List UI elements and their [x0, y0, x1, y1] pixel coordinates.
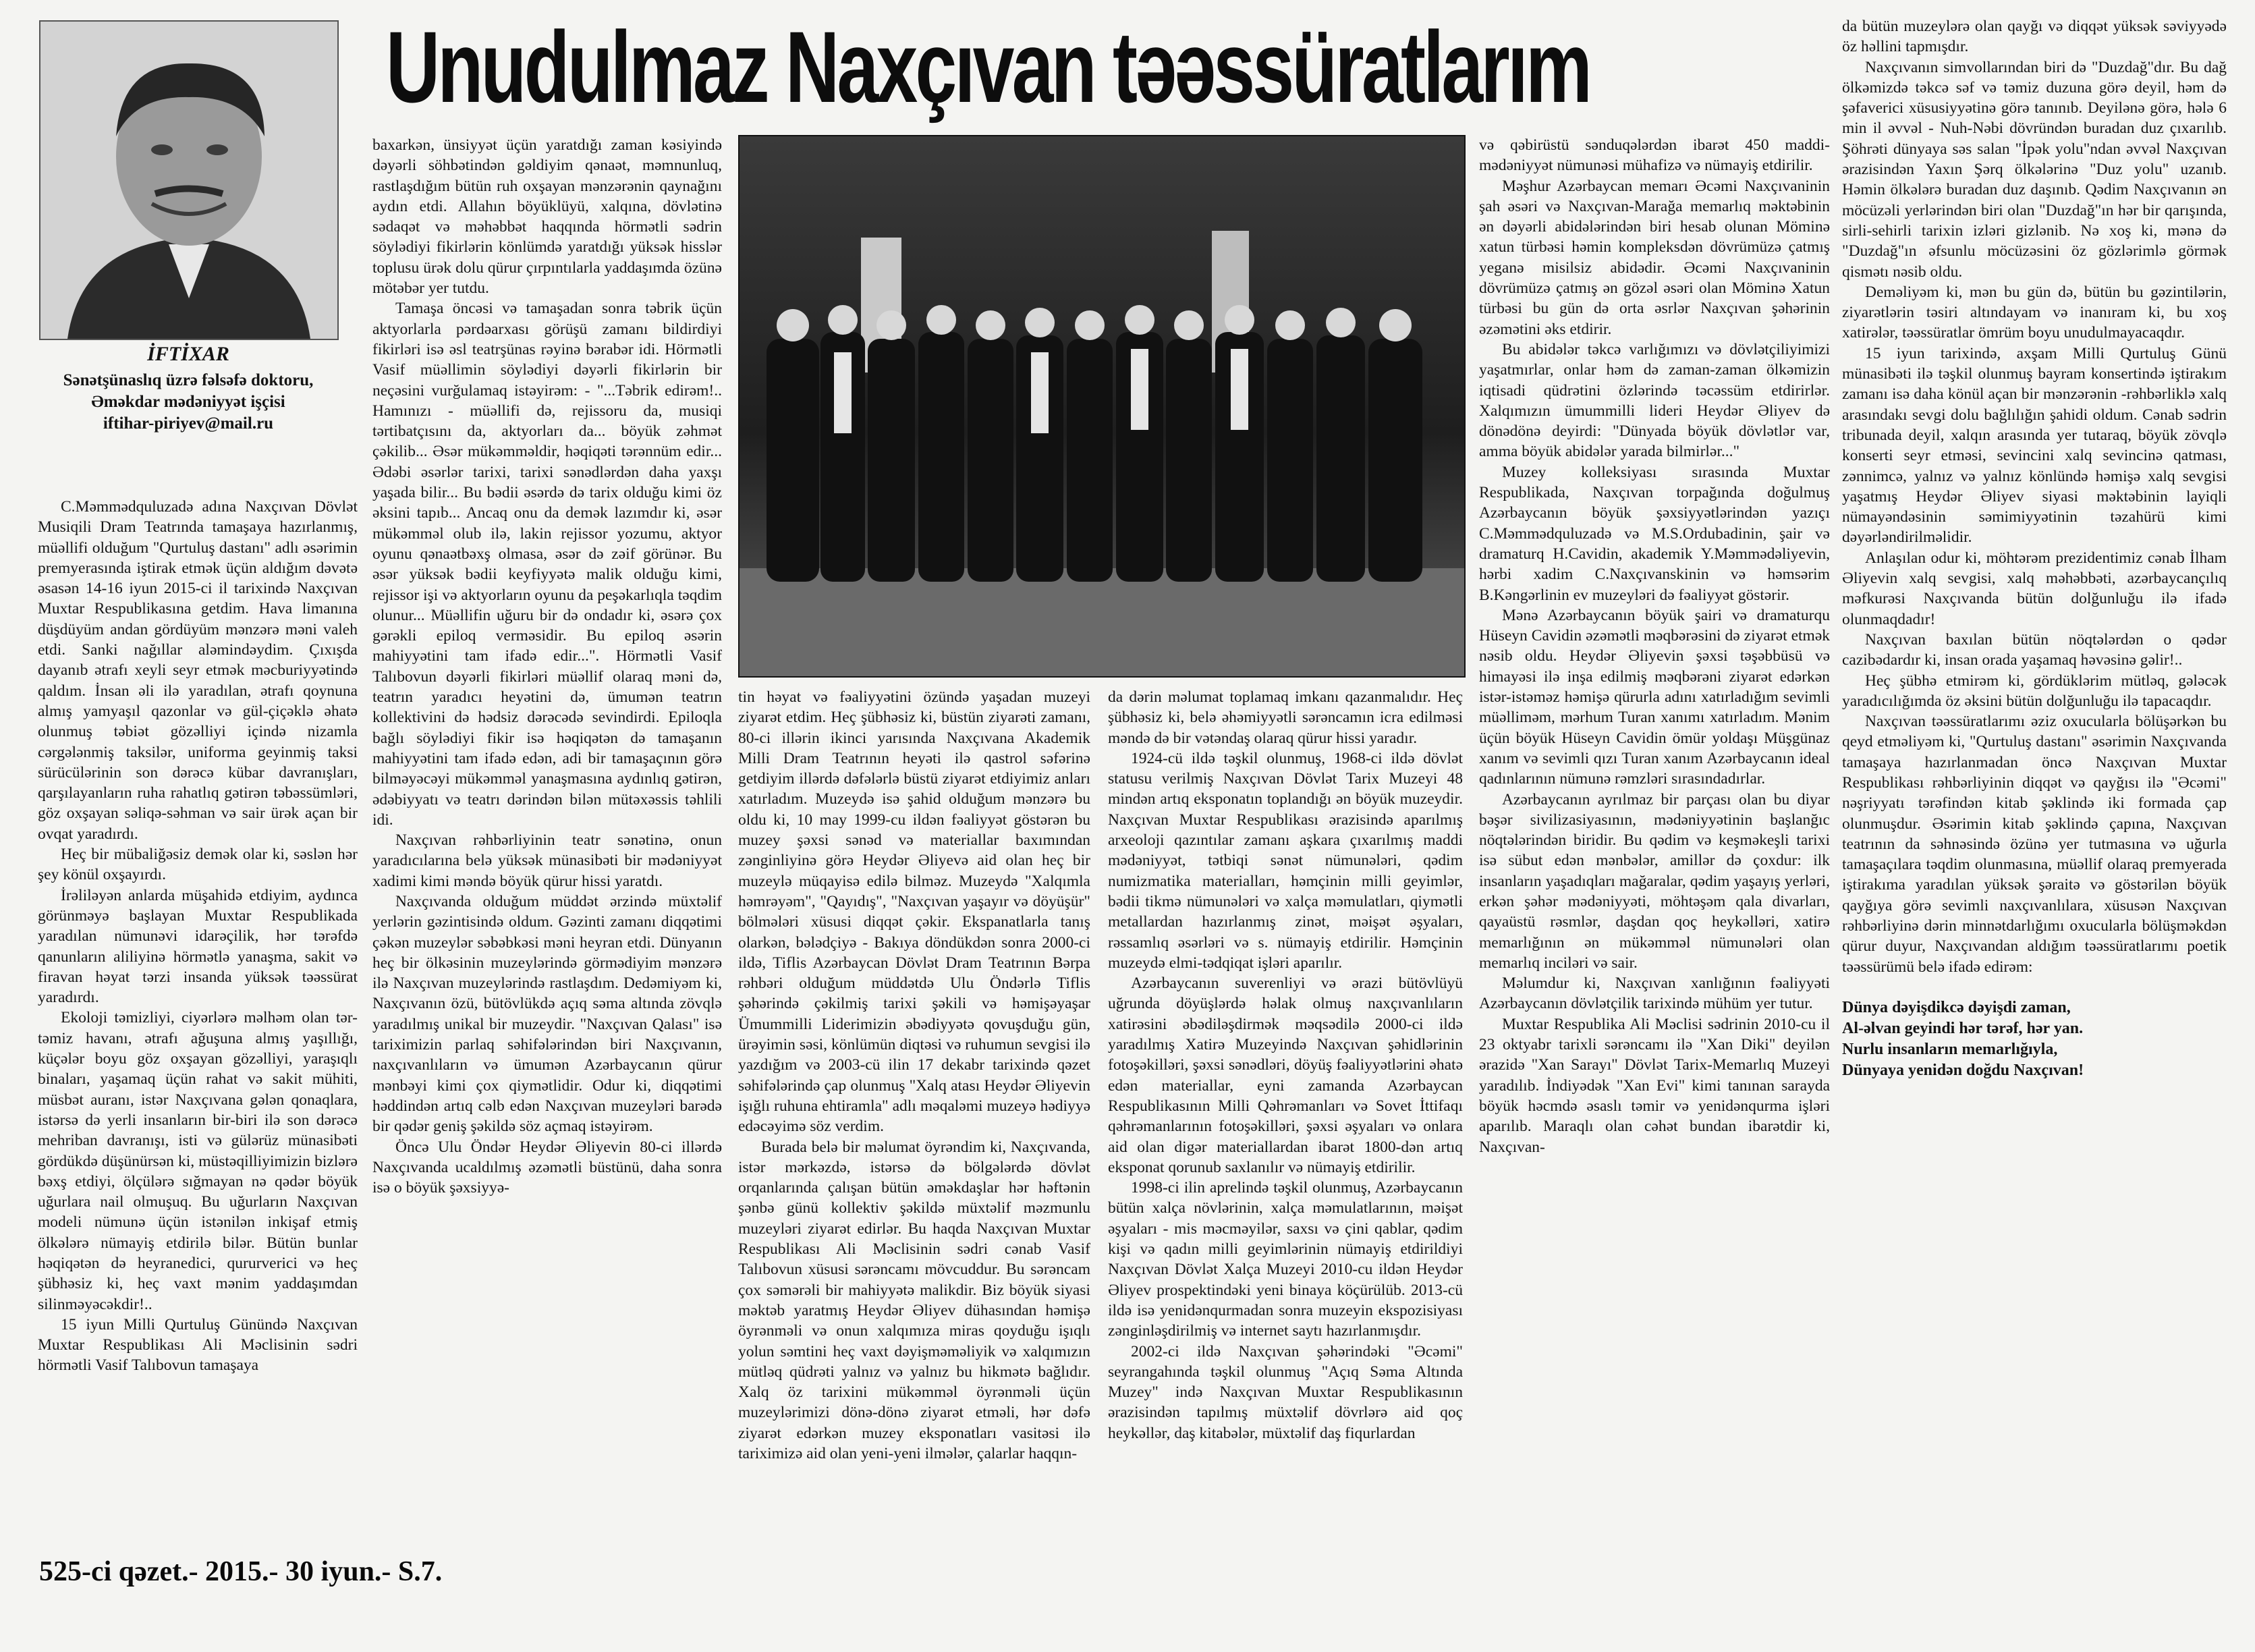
author-title: Sənətşünaslıq üzrə fəlsəfə doktoru, [63, 371, 314, 389]
paragraph: Mənə Azərbaycanın böyük şairi və dramaturqu Hüseyn Cavidin əzəmətli məqbərəsini də ziyarət etmək nəsib oldu. Heydər Əliyevin şəxsi təşəbbüsü və himayəsi ilə inşa edilmiş məqbərəni ziyarət edərkən istər-istəməz həmişə qürurla adını xatırladığım sevimli müəlliməm, mərhum Turan xanımı xatırladım. Mənim üçün böyük Hüseyn Cavidin ömür yoldaşı Müşgünaz xanım və sevimli qızı Turan xanım Azərbaycanın ideal qadınlarının nümunə rəmzləri sırasındadırlar. [1479, 606, 1830, 788]
paragraph: Öncə Ulu Öndər Heydər Əliyevin 80-ci illərdə Naxçıvanda ucaldılmış əzəmətli büstünü, daha sonra isə o böyük şəxsiyyə- [372, 1138, 722, 1197]
paragraph: da dərin məlumat toplamaq imkanı qazanmalıdır. Heç şübhəsiz ki, belə əhəmiyyətli sərəncamın icra edilməsi məndə də bir vətəndaş olaraq qürur hissi yaradır. [1108, 688, 1463, 747]
author-email[interactable]: iftihar-piriyev@mail.ru [103, 414, 274, 433]
paragraph: Ekoloji təmizliyi, ciyərlərə məlhəm olan tər-təmiz havanı, ətrafı ağuşuna almış yaşıllığı, küçələr boyu göz oxşayan gözəlliyi, yaraşıqlı binaları, yaşamaq üçün rahat və sakit mühiti, müsbət auranı, istər Naxçıvana gələn qonaqlara, istərsə də yerli insanların bir-biri ilə son dərəcə mehriban davranışı, isti və gülərüz münasibəti gördükdə düşünürsən ki, müstəqilliyimizin bizlərə bəxş etdiyi, ölçülərə sığmayan nə qədər böyük uğurlara nail olmuşuq. Bu uğurların Naxçıvan modeli nümunə üçün istənilən inkişaf etmiş ölkələrə nümayiş etdirilə bilər. Bütün bunlar həqiqətən də heyranedici, qururverici və heç şübhəsiz ki, heç vaxt mənim yaddaşımdan silinməyəcəkdir!.. [38, 1009, 358, 1313]
column-3 [738, 687, 1090, 1618]
author-portrait [39, 20, 339, 340]
paragraph: 2002-ci ildə Naxçıvan şəhərindəki "Əcəmi" seyrangahında təşkil olunmuş "Açıq Səma Altında Muzey" ində Naxçıvan Muxtar Respublikasının ərazisindən tapılmış müxtəlif dövrlərə aid qoç heykəllər, daş kitabələr, müxtəlif daş fiqurlardan [1108, 1342, 1463, 1442]
paragraph: Naxçıvanın simvollarından biri də "Duzdağ"dır. Bu dağ ölkəmizdə təkcə səf və təmiz duzuna görə deyil, həm də şəfaverici xüsusiyyətinə görə tanınıb. Deyilənə görə, hələ 6 min il əvvəl - Nuh-Nəbi dövründən buradan duz çıxarılıb. Şöhrəti dünyaya səs salan "İpək yolu"ndan əvvəl Naxçıvan ərazisindən Yaxın Şərq ölkələrinə "Duz yolu" uzanıb. Həmin ölkələrə buradan duz daşınıb. Qədim Naxçıvanın ən möcüzəli yerlərindən biri olan "Duzdağ"ın hər bir qarışında, sirli-sehirli tarixin izləri gizlənib. Nə xoş ki, mənə də "Duzdağ"ın əfsunlu möcüzəsini öz gözlərimlə görmək qismətı nəsib oldu. [1842, 58, 2227, 281]
poem [1842, 997, 2227, 1081]
column-6 [1842, 16, 2227, 1582]
paragraph: Muzey kolleksiyası sırasında Muxtar Respublikada, Naxçıvan torpağında doğulmuş Azərbaycanın böyük şəxsiyyətlərindən yazıçı C.Məmmədquluzadə və M.S.Ordubadinin, şair və dramaturq H.Cavidin, akademik Y.Məmmədəliyevin, hərbi xadim C.Naxçıvanskinin və həmsərim B.Kəngərlinin ev muzeyləri də fəaliyyət göstərir. [1479, 463, 1830, 604]
source-citation: 525-ci qəzet.- 2015.- 30 iyun.- S.7. [39, 1556, 443, 1587]
paragraph: Muxtar Respublika Ali Məclisi sədrinin 2010-cu il 23 oktyabr tarixli sərəncamı ilə "Xan Diki" deyilən ərazidə "Xan Sarayı" Dövlət Tarix-Memarlıq Muzeyi yaradılıb. İndiyədək "Xan Evi" kimi tanınan sarayda böyük həcmdə əsaslı təmir və yenidənqurma işləri aparılıb. Maraqlı olan cəhət bundan ibarətdir ki, Naxçıvan- [1479, 1015, 1830, 1156]
column-4 [1108, 687, 1463, 1618]
paragraph: da bütün muzeylərə olan qayğı və diqqət yüksək səviyyədə öz həllini tapmışdır. [1842, 18, 2227, 56]
paragraph: 15 iyun tarixində, axşam Milli Qurtuluş Günü münasibəti ilə təşkil olunmuş bayram konsertində iştirakım zamanı isə daha könül açan bir mənzərənin -rəhbərliklə xalq arasındakı sevgi dolu bağlılığın şahidi oldum. Cənab sədrin tribunada deyil, xalqın arasında yer tutaraq, böyük zövqlə konserti seyr etməsi, sevincini xalq sevincinə qatması, zənnimcə, yalnız və yalnız könlündə həmişə xalq sevgisi yaşatmış Heydər Əliyev siyasi məktəbinin layiqli nümayəndəsinin səmimiyyətinin təzahürü kimi dəyərləndirilməlidir. [1842, 344, 2227, 547]
column-5 [1479, 135, 1830, 1620]
paragraph: 15 iyun Milli Qurtuluş Günündə Naxçıvan Muxtar Respublikası Ali Məclisinin sədri hörmətli Vasif Talıbovun tamaşaya [38, 1315, 358, 1375]
paragraph: 1998-ci ilin aprelində təşkil olunmuş, Azərbaycanın bütün xalça növlərinin, xalça məmulatlarının, məişət əşyaları - mis məcməyilər, saxsı və çini qablar, qədim kişi və qadın milli geyimlərinin nümayiş etdirildiyi Naxçıvan Dövlət Xalça Muzeyi 2010-cu ildən Heydər Əliyev prospektindəki yeni binaya köçürülüb. 2013-cü ildə isə yenidənqurmadan sonra muzeyin ekspozisiyası zənginləşdirilmiş və internet saytı hazırlanmışdır. [1108, 1179, 1463, 1340]
column-2 [372, 135, 722, 1485]
paragraph: Azərbaycanın ayrılmaz bir parçası olan bu diyar bəşər sivilizasiyasının, mədəniyyətinin başlanğıc nöqtələrindən biridir. Bu qədim və keşməkeşli tarixi isə sübut edən mənbələr, amillər də çoxdur: ilk insanların yaşadıqları mağaralar, qədim yaşayış yerləri, erkən şəhər mədəniyyəti, möhtəşəm qala divarları, qayaüstü rəsmlər, daşdan qoç heykəlləri, xatirə memarlığının ən mükəmməl nümunələri olan memarlıq inciləri və sair. [1479, 790, 1830, 972]
poem-line: Dünyaya yenidən doğdu Naxçıvan! [1842, 1061, 2084, 1079]
group-photo [738, 135, 1466, 678]
paragraph: 1924-cü ildə təşkil olunmuş, 1968-ci ildə dövlət statusu verilmiş Naxçıvan Dövlət Tarix Muzeyi 48 mindən artıq eksponatın toplandığı ən böyük muzeydir. Naxçıvan Muxtar Respublikası ərazisində aparılmış arxeoloji qazıntılar zamanı aşkara çıxarılmış maddi mədəniyyət, tətbiqi sənət nümunələri, qədim numizmatika materialları, həmçinin milli geyimlər, bədii tikmə nümunələri və xalça məmulatları, qiymətli metallardan hazırlanmış zinət, məişət əşyaları, rəssamlıq əsərləri və s. nümayiş etdirilir. Həmçinin muzeydə elmi-tədqiqat işləri aparılır. [1108, 749, 1463, 972]
paragraph: Anlaşılan odur ki, möhtərəm prezidentimiz cənab İlham Əliyevin xalq sevgisi, xalq məhəbbəti, azərbaycançılıq məfkurəsi Naxçıvanda bütün dolğunluğu ilə ifadə olunmaqdadır! [1842, 549, 2227, 628]
paragraph: Heç bir mübaliğəsiz demək olar ki, səslən hər şey könül oxşayırdı. [38, 846, 358, 884]
paragraph: Naxçıvanda olduğum müddət ərzində müxtəlif yerlərin gəzintisində oldum. Gəzinti zamanı diqqətimi çəkən muzeylər səbəbkəsi məni heyran etdi. Dünyanın heç bir ölkəsinin muzeylərində görmədiyim mənzərə ilə Naxçıvan muzeylərində rastlaşdım. Dedəmiyəm ki, Naxçıvanın özü, bütövlükdə açıq səma altında zövqlə yaradılmış unikal bir muzeydir. "Naxçıvan Qalası" isə tariximizin parlaq səhifələrindən biri Naxçıvanın, naxçıvanlıların və ümumən Azərbaycanın qürur mənbəyi kimi çox qiymətlidir. Odur ki, diqqətimi həddindən artıq cəlb edən Naxçıvan muzeyləri barədə bir qədər geniş şəkildə söz açmaq istəyirəm. [372, 892, 722, 1136]
paragraph: Məlumdur ki, Naxçıvan xanlığının fəaliyyəti Azərbaycanın dövlətçilik tarixində mühüm yer tutur. [1479, 974, 1830, 1013]
author-name: İFTİXAR [147, 343, 229, 365]
paragraph: Tamaşa öncəsi və tamaşadan sonra təbrik üçün aktyorlarla pərdəarxası görüşü zamanı bildirdiyi fikirləri isə əsl teatrşünas rəyinə bərabər idi. Hörmətli Vasif müəllimin söylədiyi dəyərli fikirlərin bir neçəsini vurğulamaq istəyirəm: - "...Təbrik edirəm!.. Hamınızı - müəllifi də, rejissoru da, musiqi tərtibatçısını da, aktyorları da... böyük zəhmət çəkilib... Əsər mükəmməldir, həqiqəti tərənnüm edir... Ədəbi əsərlər tarixi, tarixi sənədlərdən daha yaxşı yaşada bilir... Bu bədii əsərdə də tarix olduğu kimi öz əksini tapıb... Ancaq onu da demək lazımdır ki, əsər mükəmməl olub ilə, lakin rejissor yozumu, aktyor oyunu qənaətbəxş olmasa, əsər də zəif görünər. Bu əsər yüksək bədii keyfiyyətə malik olduğu kimi, rejissor işi və aktyorların oyunu da peşəkarlıqla təqdim olunur... Müəllifin uğuru bir də ondadır ki, əsərə çox gərəkli epiloq verməsidir. Bu epiloq əsərin mahiyyətini tam ifadə edir...". Hörmətli Vasif Talıbovun dəyərli fikirləri müəllif olaraq məni də, teatrın yaradıcı heyətini də, ümumən teatrın kollektivini də hədsiz dərəcədə sevindirdi. Epiloqla bağlı söylədiyi fikir isə həqiqətən də tamaşanın mahiyyətini tam ifadə edən, adi bir tamaşaçının görə bilməyəcəyi mükəmməl yanaşmasına aydınlıq gətirən, ədəbiyyatı və teatrı dərindən bilən mütəxəssis təhlili idi. [372, 300, 722, 829]
paragraph: Heç şübhə etmirəm ki, gördüklərim mütləq, gələcək yaradıcılığımda öz əksini bütün dolğunluğu ilə tapacaqdır. [1842, 671, 2227, 710]
paragraph: Bu abidələr təkcə varlığımızı və dövlətçiliyimizi yaşatmırlar, onlar həm də zaman-zaman ölkəmizin iqtisadi qüdrətini özlərində təcəssüm etdirirlər. Xalqımızın ümummilli lideri Heydər Əliyev də dönədönə deyirdi: "Dünyada böyük dövlətlər var, amma böyük abidələr yarada bilmirlər..." [1479, 340, 1830, 461]
poem-line: Al-əlvan geyindi hər tərəf, hər yan. [1842, 1019, 2084, 1037]
poem-line: Dünya dəyişdikcə dəyişdi zaman, [1842, 998, 2071, 1016]
paragraph: tin həyat və fəaliyyətini özündə yaşadan muzeyi ziyarət etdim. Heç şübhəsiz ki, büstün ziyarəti zamanı, 80-ci illərin ikinci yarısında Naxçıvana Akademik Milli Dram Teatrının heyəti ilə qastrol səfərinə getdiyim illərdə dəfələrlə büstü ziyarət etdiyimiz anları xatırladım. Muzeydə isə şahid olduğum mənzərə bu oldu ki, 10 may 1999-cu ildən fəaliyyət göstərən bu muzey şəxsi sənəd və materiallar baxımından zənginliyinə görə Heydər Əliyevə aid olan heç bir muzeylə müqayisə edilə bilməz. Muzeydə "Xalqımla həmrəyəm", "Qayıdış", "Naxçıvan yaşayır və döyüşür" bölmələri xüsusi diqqət çəkir. Ekspanatlarla tanış olarkən, bələdçiyə - Bakıya döndükdən sonra 2000-ci ildə, Tiflis Azərbaycan Dövlət Dram Teatrının Bərpa rəhbəri olduğum müddətdə Ulu Öndərlə Tiflis şəhərində çəkilmiş tarixi şəkili və həmişəyaşar Ümummilli Liderimizin əbədiyyətə qovuşduğu gün, ürəyimin səsi, könlümün diqtəsi və ruhumun sevgisi ilə yazdığım və 2003-cü ilin 17 dekabr tarixində qəzet səhifələrində çap olunmuş "Xalq atası Heydər Əliyevin işığlı ruhuna ehtiramla" adlı məqaləmi muzeyə hədiyyə edəcəyimə söz verdim. [738, 688, 1090, 1136]
paragraph: Deməliyəm ki, mən bu gün də, bütün bu gəzintilərin, ziyarətlərin təsiri altındayam və inanıram ki, bu xoş xatirələr, təəssüratlar ömrüm boyu unudulmayacaqdır. [1842, 283, 2227, 342]
paragraph: Azərbaycanın suverenliyi və ərazi bütövlüyü uğrunda döyüşlərdə həlak olmuş naxçıvanlıların xatirəsini əbədiləşdirmək məqsədilə 2000-ci ildə yaradılmış Xatirə Muzeyində Naxçıvan şəhidlərinin fotoşəkilləri, şəxsi sənədləri, döyüş fəaliyyətlərini əhatə edən materiallar, eyni zamanda Azərbaycan Respublikasının Milli Qəhrəmanları və Sovet İttifaqı qəhrəmanlarının fotoşəkilləri, şəxsi əşyaları və onlara aid olan digər materiallardan ibarət 1800-dən artıq eksponat qorunub saxlanılır və nümayiş etdirilir. [1108, 974, 1463, 1176]
column-1 [38, 497, 358, 1522]
paragraph: İrəliləyən anlarda müşahidə etdiyim, aydınca görünməyə başlayan Muxtar Respublikada yaradılan nümunəvi idarəçilik, hər tərəfdə qanunların aliliyinə hörmətlə yanaşma, sakit və firavan həyat tərzi insanda yüksək təəssürat yaradırdı. [38, 886, 358, 1007]
paragraph: Naxçıvan təəssüratlarımı əziz oxucularla bölüşərkən bu qeyd etməliyəm ki, "Qurtuluş dastanı" əsərimin Naxçıvanda tamaşaya hazırlanmadan öncə Naxçıvan Muxtar Respublikası rəhbərliyinin diqqət və qayğısı ilə "Əcəmi" nəşriyyatı tərəfindən kitab şəklində iki formada çap olunmuşdur. Əsərimin kitab şəklində çapına, Naxçıvan teatrının da səhnəsində özünə yer tutmasına və uğurla tamaşaçılara təqdim olunmasına, müəllif olaraq premyerada iştirakıma yaradılan yüksək şəraitə və göstərilən böyük qayğıya görə sevimli naxçıvanlılara, xüsusən Naxçıvan rəhbərliyinə dərin minnətdarlığımı oxucularla bölüşməkdən qürur duyur, Naxçıvandan aldığım təəssüratlarımı poetik təəssürümü belə ifadə edirəm: [1842, 713, 2227, 976]
paragraph: baxarkən, ünsiyyət üçün yaratdığı zaman kəsiyində dəyərli söhbətindən gəldiyim qənaət, məmnunluq, rastlaşdığım bütün ruh oxşayan mənzərənin qaynağını aydın etdi. Allahın böyüklüyü, xalqına, dövlətinə sədaqət və məhəbbət haqqında hörmətli sədrin söylədiyi fikirlərin könlümdə yaratdığı yüksək hisslər toplusu ürək dolu qürur çırpıntılarla yaddaşımda özünə mötəbər yer tutdu. [372, 136, 722, 298]
group-photo-icon [740, 136, 1464, 676]
paragraph: Burada belə bir məlumat öyrəndim ki, Naxçıvanda, istər mərkəzdə, istərsə də bölgələrdə dövlət orqanlarında çalışan bütün əməkdaşlar hər həftənin şənbə günü kollektiv şəkildə müxtəlif məzmunlu muzeyləri ziyarət edirlər. Bu haqda Naxçıvan Muxtar Respublikası Ali Məclisinin sədri cənab Vasif Talıbovun xüsusi sərəncamı mövcuddur. Bu sərəncam çox səmərəli bir mahiyyətə malikdir. Biz böyük siyasi məktəb yaratmış Heydər Əliyev dühasından həmişə öyrənməli və onun xalqımıza miras qoyduğu işıqlı yolun səmtini heç vaxt dəyişməməliyik və xalqımızın mütləq qüdrəti yalnız və yalnız bu hikmətə bağlıdır. Xalq öz tarixini mükəmməl öyrənməli üçün muzeylərimizi dönə-dönə ziyarət etməli, hər dəfə ziyarət edərkən muzey eksponatları vasitəsi ilə tariximizə aid olan yeni-yeni ilmələr, çalarlar haqqın- [738, 1138, 1090, 1462]
author-block [27, 343, 350, 435]
paragraph: C.Məmmədquluzadə adına Naxçıvan Dövlət Musiqili Dram Teatrında tamaşaya hazırlanmış, müəllifi olduğum "Qurtuluş dastanı" adlı əsərimin premyerasında iştirak etmək üçün aldığım dəvətə əsasən 14-16 iyun 2015-ci il tarixində Naxçıvan Muxtar Respublikasına getdim. Hava limanına düşdüyüm andan gördüyüm mənzərə məni valeh etdi. Sanki nağıllar aləmindəydim. Çıxışda dayanıb ətrafı xeyli seyr etmək məcburiyyətində qaldım. İnsan əli ilə yaradılan, ətrafı qoynuna almış yamyaşıl qazonlar və gül-çiçəklə əhatə olunmuş təbiət gözəlliyi içində nizamla cərgələnmiş taksilər, uniforma geyinmiş taksi sürücülərinin son dərəcə kübar davranışları, qarşılayanların ruha rahatlıq gətirən təbəssümləri, göz oxşayan səliqə-səhman və sair ürək açan bir ovqat yaradırdı. [38, 498, 358, 843]
paragraph: Məşhur Azərbaycan memarı Əcəmi Naxçıvaninin şah əsəri və Naxçıvan-Marağa memarlıq məktəbinin ən dəyərli abidələrindən biri hesab olunan Möminə xatun türbəsi həmin kompleksdən dövrümüzə çatmış yeganə misilsiz abidədir. Əcəmi Naxçıvaninin dövrümüzə çatmış ən gözəl əsəri olan Möminə Xatun türbəsi bu gün də orta əsrlər Naxçıvan şəhərinin əzəmətini əks etdirir. [1479, 177, 1830, 338]
poem-line: Nurlu insanların memarlığıyla, [1842, 1040, 2058, 1058]
paragraph: və qəbirüstü sənduqələrdən ibarət 450 maddi-mədəniyyət nümunəsi mühafizə və nümayiş etdirilir. [1479, 136, 1830, 175]
paragraph: Naxçıvan rəhbərliyinin teatr sənətinə, onun yaradıcılarına belə yüksək münasibəti bir mədəniyyət xadimi kimi məndə böyük qürur hissi yaratdı. [372, 831, 722, 890]
headline: Unudulmaz Naxçıvan təəssüratlarım [386, 10, 1590, 123]
author-title-2: Əməkdar mədəniyyət işçisi [91, 393, 285, 411]
paragraph: Naxçıvan baxılan bütün nöqtələrdən o qədər cazibədardır ki, insan orada yaşamaq həvəsinə gəlir!.. [1842, 630, 2227, 669]
author-portrait-icon [40, 22, 337, 339]
